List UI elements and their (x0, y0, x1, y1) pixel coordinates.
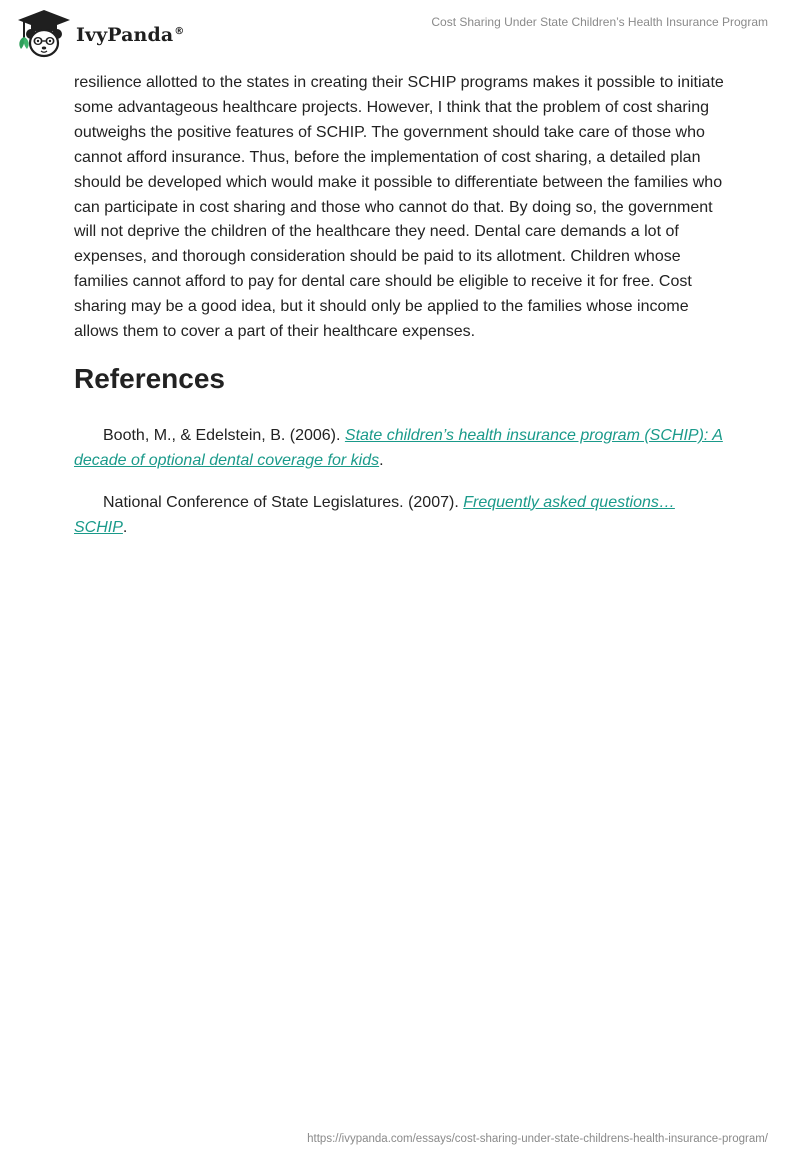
brand-name: IvyPanda® (76, 24, 185, 46)
reference-link[interactable]: Frequently asked questions… SCHIP (74, 493, 675, 536)
document-title: Cost Sharing Under State Children’s Health Insurance Program (431, 15, 768, 29)
footer-url[interactable]: https://ivypanda.com/essays/cost-sharing-under-state-childrens-health-insurance-program/ (307, 1133, 768, 1145)
essay-content (74, 71, 726, 541)
registered-mark: ® (174, 25, 185, 37)
brand-logo[interactable] (14, 8, 184, 60)
reference-item (74, 424, 726, 474)
body-paragraph: resilience allotted to the states in creating their SCHIP programs makes it possible to initiate some advantageous healthcare projects. However, I think that the problem of cost sharing outweighs the positive features of SCHIP. The government should take care of those who cannot afford insurance. Thus, before the implementation of cost sharing, a detailed plan should be developed which would make it possible to differentiate between the families who can participate in cost sharing and those who cannot do that. By doing so, the government will not deprive the children of the healthcare they need. Dental care demands a lot of expenses, and thorough consideration should be paid to its allotment. Children whose families cannot afford to pay for dental care should be eligible to receive it for free. Cost sharing may be a good idea, but it should only be applied to the families whose income allows them to cover a part of their healthcare expenses. (74, 74, 724, 341)
panda-graduate-icon (14, 8, 74, 60)
reference-citation: Booth, M., & Edelstein, B. (2006). (103, 426, 345, 444)
reference-period: . (122, 518, 128, 536)
page-header (0, 0, 800, 70)
reference-period: . (379, 451, 384, 469)
reference-item (74, 491, 726, 541)
references-heading: References (74, 362, 225, 394)
reference-citation: National Conference of State Legislatures. (2007). (103, 493, 464, 511)
reference-link[interactable]: State children’s health insurance program (SCHIP): A decade of optional dental coverage for kids (74, 426, 723, 469)
